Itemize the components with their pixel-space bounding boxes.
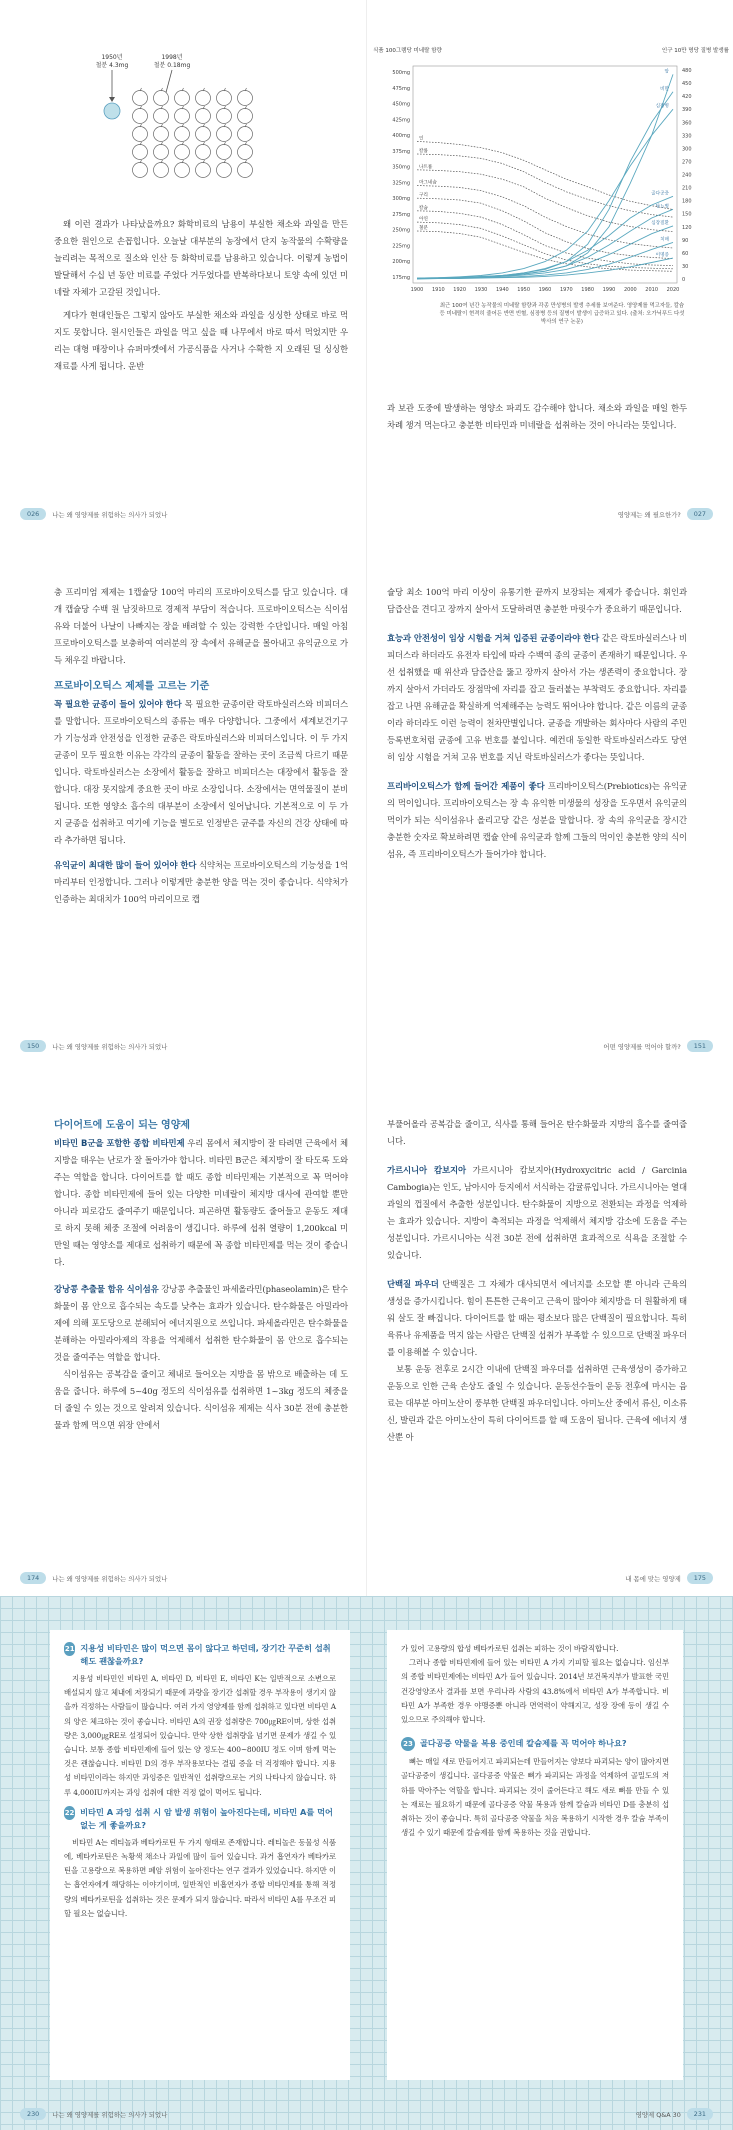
running-head: 나는 왜 영양제를 위험하는 의사가 되었나 bbox=[52, 510, 168, 519]
apple-icon bbox=[154, 145, 169, 160]
apple-icon bbox=[175, 91, 190, 106]
body-paragraph: 보통 운동 전후로 2시간 이내에 단백질 파우더를 섭취하면 근육생성이 증가하고 운동으로 인한 근육 손상도 줄일 수 있습니다. 운동선수들이 운동 전후에 마시는 음료는 대부분 아미노산이 풍부한 단백질 파우더입니다. 아미노산 중에서 류신, 이소류신, 발린과 같은 아미노산이 특히 다이어트를 할 때 도움이 됩니다. 근육에 에너지 생산뿐 아 bbox=[387, 1364, 687, 1442]
spread-4 bbox=[0, 1596, 733, 2130]
series-label: 치매 bbox=[660, 237, 669, 243]
spread-2 bbox=[0, 532, 733, 1064]
page-number: 027 bbox=[687, 508, 713, 520]
apple-icon bbox=[133, 163, 148, 178]
body-paragraph: 부풀어올라 공복감을 줄이고, 식사를 통해 들어온 탄수화물과 지방의 흡수를 줄여줍니다. bbox=[387, 1119, 687, 1146]
x-tick-label: 2020 bbox=[666, 287, 680, 293]
apple-icon bbox=[133, 91, 148, 106]
apple-icon bbox=[217, 127, 232, 142]
x-tick-label: 1990 bbox=[602, 287, 616, 293]
answer-text: 뼈는 매일 새로 만들어지고 파괴되는데 만들어지는 양보다 파괴되는 양이 많아지면 골다공증이 생깁니다. 골다공증 약물은 뼈가 파괴되는 과정을 억제하여 골밀도의 저하를 막아주는 역할을 합니다. 파괴되는 것이 줄어든다고 해도 새로 뼈를 만들 수 있는 재료는 필요하기 때문에 골다공증 약물 복용과 함께 칼슘과 비타민 D를 충분히 섭취하는 것이 좋습니다. 특히 골다공증 약물을 처음 복용하기 시작한 경우 칼슘 부족이 생길 수 있기 때문에 칼슘제를 함께 복용하는 것을 권합니다. bbox=[401, 1757, 669, 1838]
y-tick-label-right: 270 bbox=[682, 159, 692, 166]
body-paragraph: 목 필요한 균종이란 락토바실러스와 비피더스를 말합니다. 프로바이오틱스의 종류는 매우 다양합니다. 그중에서 세계보건기구가 기능성과 안전성을 인정한 균종은 락토바실러스와 비피더스입니다. 이 두 가지 균종이 모두 필요한 이유는 각각의 균종이 활동을 잘하는 곳이 조금씩 다르기 때문입니다. 락토바실러스는 소장에서 활동을 잘하고 비피더스는 대장에서 활동을 잘합니다. 대장 못지않게 중요한 곳이 바로 소장입니다. 소장에서는 면역물질이 분비됩니다. 또한 영양소 흡수의 대부분이 소장에서 일어납니다. 기본적으로 이 두 가지 균종을 섭취하고 여기에 기능을 별도로 인정받은 균주를 자신의 건강 상태에 따라 추가하면 됩니다. bbox=[54, 699, 348, 845]
body-paragraph: 식약처는 프로바이오틱스의 기능성을 1억 마리부터 인정합니다. 그러나 이렇게만 충분한 양을 먹는 것이 좋습니다. 식약처가 인증하는 최대치가 100억 마리이므로 캡 bbox=[54, 860, 349, 904]
answer-text: 비타민 A는 레티놀과 베타카로틴 두 가지 형태로 존재합니다. 레티놀은 동물성 식품에, 베타카로틴은 녹황색 채소나 과일에 많이 들어 있습니다. 과거 흡연자가 베타카로틴을 고용량으로 복용하면 폐암 위험이 높아진다는 연구 결과가 있었습니다. 하지만 이는 흡연자에게 해당하는 이야기이며, 일반적인 비흡연자가 종합 비타민제를 통해 적정량의 베타카로틴을 섭취하는 것은 문제가 되지 않습니다. 따라서 비타민 A를 무조건 피할 필요는 없습니다. bbox=[64, 1837, 336, 1918]
body-paragraph: 왜 이런 결과가 나타났을까요? 화학비료의 남용이 부실한 채소와 과일을 만든 중요한 원인으로 손꼽힙니다. 오늘날 대부분의 농장에서 단지 농작물의 수확량을 늘리려는 목적으로 질소와 인산 등 화학비료를 남용하고 있습니다. 이렇게 농법이 발달해서 수십 년 동안 비료를 주었다 거두었다를 반복하다보니 토양 속에 있던 미네랄 자체가 고갈된 것입니다. bbox=[54, 219, 348, 297]
body-paragraph: 가르시니아 캄보지아(Hydroxycitric acid / Garcinia Cambogia)는 인도, 남아시아 등지에서 서식하는 감귤류입니다. 가르시니아는 열대 과일의 껍질에서 추출한 성분입니다. 탄수화물이 지방으로 전환되는 과정을 억제하는 효과가 있습니다. 지방이 축적되는 과정을 억제해서 체지방 감소에 도움을 주는 성분입니다. 가르시니아는 식전 30분 전에 섭취하면 효과적으로 식욕을 조절할 수 있습니다. bbox=[387, 1165, 687, 1260]
folio-left bbox=[20, 508, 167, 520]
spread-3 bbox=[0, 1064, 733, 1596]
running-head: 영양제는 왜 필요한가? bbox=[617, 510, 681, 519]
x-tick-label: 1970 bbox=[559, 287, 573, 293]
y-tick-label-right: 120 bbox=[682, 224, 692, 231]
running-head: 내 몸에 맞는 영양제 bbox=[625, 1574, 681, 1583]
page-230 bbox=[0, 1596, 366, 2130]
series-label: 심장질환 bbox=[651, 220, 669, 226]
series-label: 칼륨 bbox=[419, 149, 428, 154]
question-title: 비타민 A 과잉 섭취 시 암 발생 위험이 높아진다는데, 비타민 A를 먹어 없는 게 좋을까요? bbox=[80, 1806, 333, 1830]
page-number: 174 bbox=[20, 1572, 46, 1584]
apple-label-1998-value: 철분 0.18mg bbox=[153, 62, 191, 69]
y-tick-label-right: 180 bbox=[682, 198, 692, 205]
folio-left bbox=[20, 1572, 167, 1584]
y-tick-label-right: 240 bbox=[682, 172, 692, 179]
apple-icon bbox=[154, 109, 169, 124]
y-tick-label-left: 275mg bbox=[392, 211, 410, 218]
y-tick-label-left: 250mg bbox=[392, 227, 410, 234]
series-label: 당뇨병 bbox=[655, 204, 669, 210]
x-tick-label: 1960 bbox=[538, 287, 552, 293]
y-tick-label-right: 480 bbox=[682, 68, 692, 74]
section-heading: 프로바이오틱스 제제를 고르는 기준 bbox=[54, 681, 210, 692]
apple-icon bbox=[133, 109, 148, 124]
series-label: 칼슘 bbox=[419, 205, 428, 211]
body-paragraph: 게다가 현대인들은 그렇지 않아도 부실한 채소와 과일을 싱싱한 상태로 바로 먹지도 못합니다. 원시인들은 과일을 먹고 싶을 때 나무에서 바로 따서 먹었지만 우리는 대형 매장이나 슈퍼마켓에서 가공식품을 사거나 수확한 지 오래된 덜 싱싱한 재료를 사게 됩니다. 운반 bbox=[54, 310, 348, 371]
apple-icon bbox=[238, 145, 253, 160]
chart-plot-frame bbox=[413, 66, 677, 283]
apple-icon bbox=[133, 145, 148, 160]
y-tick-label-left: 300mg bbox=[392, 196, 410, 203]
page-026 bbox=[0, 0, 366, 532]
apple-icon bbox=[238, 127, 253, 142]
series-line-나트륨 bbox=[417, 170, 673, 232]
series-label: 나트륨 bbox=[419, 164, 433, 170]
x-tick-label: 1920 bbox=[453, 287, 467, 293]
apple-icon bbox=[238, 91, 253, 106]
body-paragraph: 같은 락토바실러스나 비피더스라 하더라도 유전자 타입에 따라 수백여 종의 균종이 존재하기 때문입니다. 우선 섭취했을 때 위산과 담즙산을 뚫고 장까지 살아서 가는 생존력이 중요합니다. 장까지 살아서 가더라도 장점막에 자리를 잡고 들러붙는 부착력도 중요합니다. 자리를 잡고 나면 유해균을 확실하게 억제해주는 능력도 뛰어나야 합니다. 같은 이름의 균종이라 하더라도 이런 능력이 천차만별입니다. 균종을 개발하는 회사마다 사람의 주민등록번호처럼 균종에 고유 번호를 붙입니다. 예컨대 동일한 락토바실러스라도 당연히 임상 시험을 거쳐 고유 번호를 지닌 락토바실러스가 좋다는 뜻입니다. bbox=[387, 633, 687, 762]
y-tick-label-right: 420 bbox=[682, 94, 692, 101]
series-label: 심장병 bbox=[655, 104, 669, 110]
series-label: 인 bbox=[419, 136, 424, 142]
page-number: 150 bbox=[20, 1040, 46, 1052]
apple-icon bbox=[175, 109, 190, 124]
series-line-심장병 bbox=[417, 109, 673, 278]
x-tick-label: 1900 bbox=[410, 287, 424, 293]
x-tick-label: 2000 bbox=[623, 287, 637, 293]
page-number: 175 bbox=[687, 1572, 713, 1584]
series-label: 이명증 bbox=[655, 253, 669, 259]
y-tick-label-right: 450 bbox=[682, 81, 692, 88]
apple-icon bbox=[133, 127, 148, 142]
page-number: 230 bbox=[20, 2108, 46, 2120]
mineral-disease-chart bbox=[367, 0, 733, 300]
x-tick-label: 1930 bbox=[474, 287, 488, 293]
running-head: 나는 왜 영양제를 위험하는 의사가 되었나 bbox=[52, 1042, 168, 1051]
paragraph-heading: 단백질 파우더 bbox=[387, 1279, 439, 1289]
apple-icon bbox=[175, 127, 190, 142]
series-line-마그네슘 bbox=[417, 186, 673, 249]
paragraph-heading: 가르시니아 캄보지아 bbox=[387, 1165, 466, 1175]
page-231 bbox=[367, 1596, 733, 2130]
y-tick-label-left: 450mg bbox=[392, 101, 410, 108]
y-tick-label-left: 400mg bbox=[392, 133, 410, 140]
apple-1950-icon bbox=[104, 103, 120, 119]
apple-icon bbox=[217, 109, 232, 124]
series-line-칼륨 bbox=[417, 154, 673, 217]
series-line-철분 bbox=[417, 231, 673, 271]
apple-icon bbox=[217, 145, 232, 160]
x-tick-label: 1910 bbox=[431, 287, 445, 293]
page-175 bbox=[367, 1064, 733, 1596]
body-paragraph: 강낭콩 추출물인 파세올라민(phaseolamin)은 탄수화물이 몸 안으로 흡수되는 속도를 낮추는 효과가 있습니다. 탄수화물은 아밀라아제에 의해 포도당으로 분해되어 에너지원으로 쓰입니다. 파세올라민은 탄수화물을 분해하는 아밀라아제의 작용을 억제해서 섭취한 탄수화물이 몸 안으로 흡수되는 것을 줄여주는 역할을 합니다. bbox=[54, 1284, 348, 1362]
body-paragraph: 슐당 최소 100억 마리 이상이 유통기한 끝까지 보장되는 제제가 좋습니다. 휘인과 담즙산을 견디고 장까지 살아서 도달하려면 충분한 마릿수가 중요하기 때문입니다. bbox=[387, 587, 687, 614]
running-head: 나는 왜 영양제를 위험하는 의사가 되었나 bbox=[52, 2110, 168, 2119]
page-151 bbox=[367, 532, 733, 1064]
section-heading: 다이어트에 도움이 되는 영양제 bbox=[54, 1120, 191, 1131]
apple-comparison-illustration bbox=[0, 0, 366, 190]
running-head: 어떤 영양제를 먹어야 할까? bbox=[603, 1042, 681, 1051]
apple-icon bbox=[217, 163, 232, 178]
series-line-인 bbox=[417, 141, 673, 209]
apple-icon bbox=[238, 109, 253, 124]
x-tick-label: 1950 bbox=[517, 287, 531, 293]
y-tick-label-right: 90 bbox=[682, 237, 689, 244]
y-tick-label-left: 425mg bbox=[392, 117, 410, 124]
y-tick-label-right: 0 bbox=[682, 277, 686, 283]
apple-icon bbox=[196, 127, 211, 142]
x-tick-label: 2010 bbox=[645, 287, 659, 293]
chart-caption: 최근 100여 년간 농작물의 미네랄 함량과 각종 만성병의 발생 추세를 보여준다. 영양제를 먹고자들, 칼슘 등 미네랄이 현격히 줄어든 반면 빈혈, 심장병 등의 질병이 발생이 급증하고 있다. (출처: 오가닉푸드 다섯 박사의 연구 논문) bbox=[439, 303, 685, 325]
y-tick-label-right: 390 bbox=[682, 107, 692, 114]
y-tick-label-left: 200mg bbox=[392, 259, 410, 266]
paragraph-heading: 유익균이 최대한 많이 들어 있어야 한다 bbox=[54, 860, 197, 870]
apple-label-1950-value: 철분 4.3mg bbox=[95, 62, 129, 69]
running-head: 영양제 Q&A 30 bbox=[635, 2110, 681, 2119]
folio-right bbox=[618, 508, 713, 520]
body-paragraph: 프리바이오틱스(Prebiotics)는 유익균의 먹이입니다. 프리바이오틱스는 장 속 유익한 미생물의 성장을 도우면서 유익균의 먹이가 되는 식이섬유나 올리고당 같은 성분을 말합니다. 장 속의 유익균을 장시간 충분한 숫자로 확보하려면 캡슐 안에 유익균과 함께 그들의 먹이인 충분한 양의 식이섬유, 즉 프리바이오틱스가 들어가야 합니다. bbox=[387, 781, 687, 859]
y-tick-label-right: 150 bbox=[682, 211, 692, 218]
y-tick-label-left: 475mg bbox=[392, 85, 410, 92]
series-label: 마그네슘 bbox=[419, 180, 437, 186]
y-tick-label-left: 175mg bbox=[392, 275, 410, 281]
question-title: 지용성 비타민은 많이 먹으면 몸이 않다고 하던데, 장기간 꾸준히 섭취해도 괜찮을까요? bbox=[80, 1643, 331, 1666]
folio-left bbox=[20, 1040, 167, 1052]
y-axis-label-right: 인구 10만 명당 질병 발생률 bbox=[661, 48, 729, 54]
apple-icon bbox=[154, 127, 169, 142]
apple-icon bbox=[238, 163, 253, 178]
body-paragraph: 우리 몸에서 체지방이 잘 타려면 근육에서 체지방을 태우는 난로가 잘 돌아가야 합니다. 비타민 B군은 체지방이 잘 타도록 도와주는 역할을 합니다. 다이어트를 할 때도 종합 비타민제는 기본적으로 꼭 먹어야 합니다. 종합 비타민제에 들어 있는 다양한 미네랄이 체지방 대사에 관여할 뿐만 아니라 피로감도 줄여주기 때문입니다. 피곤하면 활동량도 줄어들고 운동도 제대로 하지 못해 체중 조절에 어려움이 생깁니다. 하루에 섭취 열량이 1,200kcal 미만일 때는 영양소를 제대로 섭취하기 때문에 꼭 종합 비타민제를 먹는 것이 좋습니다. bbox=[54, 1138, 348, 1267]
apple-icon bbox=[196, 163, 211, 178]
page-174 bbox=[0, 1064, 366, 1596]
question-title: 골다공증 약물을 복용 중인데 칼슘제를 꼭 먹어야 하나요? bbox=[420, 1738, 627, 1749]
body-paragraph: 충 프리미엄 제제는 1캡슐당 100억 마리의 프로바이오틱스를 담고 있습니다. 대개 캡슐당 수백 원 남짓하므로 경제적 부담이 적습니다. 프로바이오틱스는 식이섬유와 더불어 나날이 나빠지는 장을 배려할 수 있는 강력한 수단입니다. 매일 아침 프로바이오틱스를 보충하여 여러분의 장 속에서 유해균을 몰아내고 유익균으로 가득 채우길 바랍니다. bbox=[54, 587, 348, 665]
y-tick-label-right: 300 bbox=[682, 146, 692, 153]
apple-icon bbox=[175, 163, 190, 178]
question-number-badge: 22 bbox=[64, 1806, 75, 1820]
folio-right bbox=[636, 2108, 713, 2120]
y-tick-label-left: 375mg bbox=[392, 148, 410, 155]
answer-text: 가 있어 고용량의 합성 베타카로틴 섭취는 피하는 것이 바람직합니다. bbox=[401, 1644, 619, 1653]
y-tick-label-left: 225mg bbox=[392, 243, 410, 250]
apple-label-1950-year: 1950년 bbox=[101, 54, 123, 61]
paragraph-heading: 꼭 필요한 균종이 들어 있어야 한다 bbox=[54, 699, 182, 709]
series-label: 철분 bbox=[419, 225, 428, 231]
question-number-badge: 21 bbox=[64, 1642, 75, 1656]
y-tick-label-right: 30 bbox=[682, 263, 689, 270]
apple-icon bbox=[175, 145, 190, 160]
body-paragraph: 과 보관 도중에 발생하는 영양소 파괴도 감수해야 합니다. 채소와 과일을 매일 한두 차례 챙겨 먹는다고 충분한 비타민과 미네랄을 섭취하는 것이 아니라는 뜻입니다. bbox=[387, 403, 687, 430]
qa-card-left bbox=[50, 1630, 350, 2080]
question-number-badge: 23 bbox=[401, 1737, 415, 1751]
series-line-칼슘 bbox=[417, 211, 673, 266]
y-tick-label-right: 360 bbox=[682, 120, 692, 127]
answer-text: 그러나 종합 비타민제에 들어 있는 비타민 A 가지 기피할 필요는 없습니다. 임신부의 종합 비타민제에는 비타민 A가 들어 있습니다. 2014년 보건복지부가 발표한 국민건강영양조사 결과를 보면 우리나라 사람의 43.8%에서 비타민 A가 부족합니다. 비타민 A가 부족한 경우 야맹증뿐 아니라 면역력이 약해지고, 성장 장애 등이 생길 수 있으므로 주의해야 합니다. bbox=[401, 1658, 669, 1725]
y-tick-label-right: 60 bbox=[682, 250, 689, 257]
page-027 bbox=[367, 0, 733, 532]
apple-icon bbox=[196, 91, 211, 106]
series-label: 암 bbox=[664, 69, 669, 75]
page-number: 026 bbox=[20, 508, 46, 520]
paragraph-heading: 프리바이오틱스가 함께 들어간 제품이 좋다 bbox=[387, 781, 545, 791]
apple-icon bbox=[196, 145, 211, 160]
spread-1 bbox=[0, 0, 733, 532]
page-number: 231 bbox=[687, 2108, 713, 2120]
qa-card-right bbox=[387, 1630, 683, 2080]
y-tick-label-right: 330 bbox=[682, 133, 692, 140]
apple-label-1998-year: 1998년 bbox=[161, 54, 183, 61]
series-line-비만 bbox=[417, 92, 673, 279]
x-tick-label: 1980 bbox=[581, 287, 595, 293]
apple-icon bbox=[154, 91, 169, 106]
page-number: 151 bbox=[687, 1040, 713, 1052]
folio-left bbox=[20, 2108, 167, 2120]
apple-icon bbox=[217, 91, 232, 106]
series-label: 비만 bbox=[660, 86, 669, 92]
paragraph-heading: 효능과 안전성이 임상 시험을 거쳐 입증된 균종이라야 한다 bbox=[387, 633, 600, 643]
body-paragraph: 단백질은 그 자체가 대사되면서 에너지를 소모할 뿐 아니라 근육의 생성을 증가시킵니다. 힘이 튼튼한 근육이고 근육이 많아야 체지방을 더 원활하게 태워 살도 잘 빠집니다. 다이어트를 할 때는 평소보다 많은 단백질이 필요합니다. 특히 육류나 유제품을 먹지 않는 사람은 단백질 섭취가 부족할 수 있으므로 단백질 파우더를 이용해볼 수 있습니다. bbox=[387, 1279, 688, 1357]
y-tick-label-right: 210 bbox=[682, 185, 692, 192]
running-head: 나는 왜 영양제를 위험하는 의사가 되었나 bbox=[52, 1574, 168, 1583]
series-line-암 bbox=[417, 74, 673, 278]
x-tick-label: 1940 bbox=[495, 287, 509, 293]
y-tick-label-left: 350mg bbox=[392, 164, 410, 171]
y-axis-label-left: 식품 100그램당 미네랄 함량 bbox=[373, 48, 442, 54]
series-label: 구리 bbox=[419, 193, 428, 199]
y-tick-label-left: 325mg bbox=[392, 180, 410, 187]
folio-right bbox=[603, 1040, 713, 1052]
paragraph-heading: 비타민 B군을 포함한 종합 비타민제 bbox=[54, 1138, 185, 1148]
series-label: 아연 bbox=[419, 217, 428, 223]
apple-icon bbox=[154, 163, 169, 178]
page-150 bbox=[0, 532, 366, 1064]
body-paragraph: 식이섬유는 공복감을 줄이고 체내로 들어오는 지방을 몸 밖으로 배출하는 데 도움을 줍니다. 하루에 5~40g 정도의 식이섬유를 섭취하면 1~3kg 정도의 체중을 더 줄일 수 있는 것으로 알려져 있습니다. 식이섬유 제제는 식사 30분 전에 충분한 물과 함께 먹으면 위장 안에서 bbox=[54, 1369, 348, 1430]
folio-right bbox=[625, 1572, 713, 1584]
series-label: 골다공증 bbox=[651, 191, 669, 197]
y-tick-label-left: 500mg bbox=[392, 70, 410, 76]
apple-icon bbox=[196, 109, 211, 124]
paragraph-heading: 강낭콩 추출물 함유 식이섬유 bbox=[54, 1284, 159, 1294]
apple-1998-grid bbox=[133, 88, 253, 178]
series-line-심장질환 bbox=[417, 226, 673, 279]
answer-text: 지용성 비타민인 비타민 A, 비타민 D, 비타민 E, 비타민 K는 일반적으로 소변으로 배설되지 않고 체내에 저장되기 때문에 과량을 장기간 섭취할 경우 부작용이 생기지 않을까 걱정하는 사람들이 많습니다. 여러 가지 영양제를 함께 섭취하고 있다면 비타민 A의 양은 체크하는 것이 좋습니다. 비타민 A의 권장 섭취량은 700㎍RE이며, 상한 섭취량은 3,000㎍RE로 설정되어 있습니다. 만약 상한 섭취량을 넘기면 문제가 생길 수 있습니다. 보통 종합 비타민제에 들어 있는 양 정도는 400~800IU 정도 이며 함께 먹는 것은 괜찮습니다. 비타민 D의 경우 부작용보다는 결핍 증을 더 걱정해야 합니다. 지용성 비타민이라는 하지만 과잉증은 일반적인 섭취량으로는 거의 나타나지 않습니다. 하루 4,000IU까지는 과잉 섭취에 대한 걱정 없이 먹어도 됩니다. bbox=[64, 1674, 336, 1797]
